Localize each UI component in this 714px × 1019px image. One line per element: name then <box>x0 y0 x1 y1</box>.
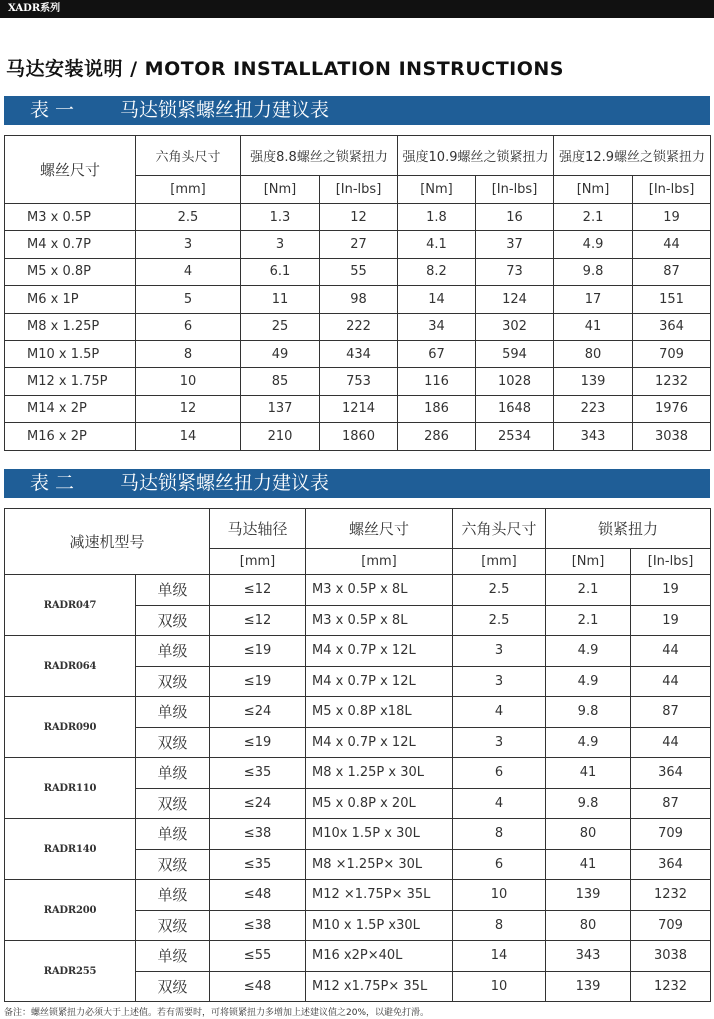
table1-header-row <box>5 136 711 176</box>
value-cell: 12 <box>136 395 241 422</box>
hex-size-cell: 3 <box>453 636 546 667</box>
stage-cell: 单级 <box>136 880 210 911</box>
value-cell: 27 <box>320 231 398 258</box>
table2-title: 马达锁紧螺丝扭力建议表 <box>120 472 330 494</box>
screw-size-cell: M5 x 0.8P x 20L <box>306 788 453 819</box>
unit-cell: [In-lbs] <box>633 176 711 204</box>
stage-cell: 单级 <box>136 941 210 972</box>
unit-cell: [mm] <box>306 549 453 575</box>
value-cell: 5 <box>136 286 241 313</box>
unit-cell: [mm] <box>210 549 306 575</box>
hex-size-cell: 3 <box>453 666 546 697</box>
shaft-dia-cell: ≤55 <box>210 941 306 972</box>
shaft-dia-cell: ≤19 <box>210 727 306 758</box>
stage-cell: 双级 <box>136 788 210 819</box>
reducer-model-cell: RADR047 <box>5 575 136 636</box>
header-grade-88: 强度8.8螺丝之锁紧扭力 <box>241 136 398 176</box>
shaft-dia-cell: ≤48 <box>210 971 306 1002</box>
screw-size-cell: M5 x 0.8P x18L <box>306 697 453 728</box>
value-cell: 210 <box>241 423 320 450</box>
value-cell: 2.1 <box>554 204 633 231</box>
value-cell: 9.8 <box>554 258 633 285</box>
header-shaft-dia: 马达轴径 <box>210 509 306 549</box>
header-torque: 锁紧扭力 <box>546 509 711 549</box>
screw-size-cell: M10 x 1.5P x30L <box>306 910 453 941</box>
footnote: 备注：螺丝锁紧扭力必须大于上述值。若有需要时，可将锁紧扭力多增加上述建议值之20%，以避免打滑。 <box>4 1008 430 1018</box>
shaft-dia-cell: ≤24 <box>210 788 306 819</box>
unit-cell: [Nm] <box>546 549 631 575</box>
screw-size-cell: M4 x 0.7P x 12L <box>306 666 453 697</box>
table-row <box>5 368 711 395</box>
hex-size-cell: 4 <box>453 788 546 819</box>
reducer-model-cell: RADR200 <box>5 880 136 941</box>
value-cell: 364 <box>633 313 711 340</box>
table2-header-row <box>5 509 711 549</box>
torque-inlbs-cell: 44 <box>631 666 711 697</box>
screw-size-cell: M16 x 2P <box>5 423 136 450</box>
value-cell: 4.1 <box>398 231 476 258</box>
value-cell: 151 <box>633 286 711 313</box>
shaft-dia-cell: ≤24 <box>210 697 306 728</box>
value-cell: 25 <box>241 313 320 340</box>
value-cell: 41 <box>554 313 633 340</box>
value-cell: 3038 <box>633 423 711 450</box>
series-header-bar <box>0 0 714 18</box>
hex-size-cell: 3 <box>453 727 546 758</box>
value-cell: 2.5 <box>136 204 241 231</box>
value-cell: 73 <box>476 258 554 285</box>
value-cell: 55 <box>320 258 398 285</box>
table2-section-bar <box>4 469 710 498</box>
value-cell: 286 <box>398 423 476 450</box>
hex-size-cell: 14 <box>453 941 546 972</box>
torque-nm-cell: 4.9 <box>546 666 631 697</box>
value-cell: 85 <box>241 368 320 395</box>
torque-nm-cell: 41 <box>546 849 631 880</box>
value-cell: 34 <box>398 313 476 340</box>
table-row <box>5 758 711 789</box>
hex-size-cell: 8 <box>453 910 546 941</box>
shaft-dia-cell: ≤48 <box>210 880 306 911</box>
value-cell: 4 <box>136 258 241 285</box>
stage-cell: 单级 <box>136 697 210 728</box>
torque-nm-cell: 2.1 <box>546 575 631 606</box>
value-cell: 37 <box>476 231 554 258</box>
table1-number: 表 一 <box>30 99 75 121</box>
torque-inlbs-cell: 44 <box>631 636 711 667</box>
stage-cell: 双级 <box>136 910 210 941</box>
header-grade-109: 强度10.9螺丝之锁紧扭力 <box>398 136 554 176</box>
screw-size-cell: M3 x 0.5P x 8L <box>306 605 453 636</box>
torque-nm-cell: 9.8 <box>546 697 631 728</box>
screw-size-cell: M8 x 1.25P x 30L <box>306 758 453 789</box>
unit-cell: [In-lbs] <box>631 549 711 575</box>
table-row <box>5 204 711 231</box>
screw-size-cell: M14 x 2P <box>5 395 136 422</box>
stage-cell: 单级 <box>136 636 210 667</box>
unit-cell: [In-lbs] <box>476 176 554 204</box>
torque-table-1 <box>4 135 711 451</box>
torque-nm-cell: 139 <box>546 971 631 1002</box>
value-cell: 4.9 <box>554 231 633 258</box>
value-cell: 1860 <box>320 423 398 450</box>
table-row <box>5 819 711 850</box>
value-cell: 80 <box>554 340 633 367</box>
screw-size-cell: M8 ×1.25P× 30L <box>306 849 453 880</box>
shaft-dia-cell: ≤35 <box>210 849 306 880</box>
hex-size-cell: 6 <box>453 849 546 880</box>
torque-inlbs-cell: 709 <box>631 819 711 850</box>
screw-size-cell: M8 x 1.25P <box>5 313 136 340</box>
header-reducer-model: 减速机型号 <box>5 509 210 575</box>
torque-nm-cell: 80 <box>546 910 631 941</box>
series-label: XADR系列 <box>8 3 61 14</box>
screw-size-cell: M3 x 0.5P <box>5 204 136 231</box>
value-cell: 16 <box>476 204 554 231</box>
value-cell: 116 <box>398 368 476 395</box>
screw-size-cell: M4 x 0.7P x 12L <box>306 727 453 758</box>
unit-cell: [Nm] <box>241 176 320 204</box>
table2-number: 表 二 <box>30 472 75 494</box>
torque-nm-cell: 2.1 <box>546 605 631 636</box>
value-cell: 14 <box>398 286 476 313</box>
value-cell: 137 <box>241 395 320 422</box>
table-row <box>5 395 711 422</box>
table1-title: 马达锁紧螺丝扭力建议表 <box>120 99 330 121</box>
value-cell: 8 <box>136 340 241 367</box>
table1-section-bar <box>4 96 710 125</box>
torque-inlbs-cell: 87 <box>631 788 711 819</box>
stage-cell: 双级 <box>136 666 210 697</box>
value-cell: 139 <box>554 368 633 395</box>
reducer-model-cell: RADR110 <box>5 758 136 819</box>
value-cell: 6 <box>136 313 241 340</box>
torque-inlbs-cell: 19 <box>631 575 711 606</box>
shaft-dia-cell: ≤12 <box>210 605 306 636</box>
unit-cell: [Nm] <box>554 176 633 204</box>
shaft-dia-cell: ≤19 <box>210 666 306 697</box>
value-cell: 6.1 <box>241 258 320 285</box>
value-cell: 98 <box>320 286 398 313</box>
value-cell: 709 <box>633 340 711 367</box>
header-hex-size: 六角头尺寸 <box>453 509 546 549</box>
screw-size-cell: M12 x 1.75P <box>5 368 136 395</box>
stage-cell: 双级 <box>136 849 210 880</box>
value-cell: 1648 <box>476 395 554 422</box>
page-title: 马达安装说明 / MOTOR INSTALLATION INSTRUCTIONS <box>6 58 564 80</box>
table-row <box>5 286 711 313</box>
table-row <box>5 880 711 911</box>
screw-size-cell: M12 x1.75P× 35L <box>306 971 453 1002</box>
torque-inlbs-cell: 1232 <box>631 971 711 1002</box>
stage-cell: 单级 <box>136 758 210 789</box>
torque-inlbs-cell: 709 <box>631 910 711 941</box>
value-cell: 67 <box>398 340 476 367</box>
value-cell: 17 <box>554 286 633 313</box>
value-cell: 14 <box>136 423 241 450</box>
screw-size-cell: M4 x 0.7P <box>5 231 136 258</box>
torque-inlbs-cell: 19 <box>631 605 711 636</box>
value-cell: 44 <box>633 231 711 258</box>
screw-size-cell: M3 x 0.5P x 8L <box>306 575 453 606</box>
hex-size-cell: 2.5 <box>453 605 546 636</box>
unit-cell: [mm] <box>136 176 241 204</box>
torque-table-2 <box>4 508 711 1002</box>
stage-cell: 单级 <box>136 575 210 606</box>
value-cell: 8.2 <box>398 258 476 285</box>
unit-cell: [In-lbs] <box>320 176 398 204</box>
screw-size-cell: M16 x2P×40L <box>306 941 453 972</box>
torque-inlbs-cell: 364 <box>631 758 711 789</box>
shaft-dia-cell: ≤35 <box>210 758 306 789</box>
header-screw-size: 螺丝尺寸 <box>306 509 453 549</box>
screw-size-cell: M10 x 1.5P <box>5 340 136 367</box>
unit-cell: [mm] <box>453 549 546 575</box>
hex-size-cell: 8 <box>453 819 546 850</box>
shaft-dia-cell: ≤38 <box>210 910 306 941</box>
torque-inlbs-cell: 3038 <box>631 941 711 972</box>
header-hex-size: 六角头尺寸 <box>136 136 241 176</box>
value-cell: 124 <box>476 286 554 313</box>
torque-inlbs-cell: 44 <box>631 727 711 758</box>
reducer-model-cell: RADR064 <box>5 636 136 697</box>
torque-nm-cell: 139 <box>546 880 631 911</box>
table-row <box>5 423 711 450</box>
screw-size-cell: M12 ×1.75P× 35L <box>306 880 453 911</box>
value-cell: 1.3 <box>241 204 320 231</box>
value-cell: 1976 <box>633 395 711 422</box>
screw-size-cell: M4 x 0.7P x 12L <box>306 636 453 667</box>
screw-size-cell: M6 x 1P <box>5 286 136 313</box>
reducer-model-cell: RADR140 <box>5 819 136 880</box>
value-cell: 186 <box>398 395 476 422</box>
table-row <box>5 231 711 258</box>
torque-nm-cell: 4.9 <box>546 636 631 667</box>
torque-nm-cell: 41 <box>546 758 631 789</box>
value-cell: 11 <box>241 286 320 313</box>
torque-inlbs-cell: 87 <box>631 697 711 728</box>
value-cell: 2534 <box>476 423 554 450</box>
torque-nm-cell: 343 <box>546 941 631 972</box>
value-cell: 222 <box>320 313 398 340</box>
table-row <box>5 941 711 972</box>
value-cell: 3 <box>136 231 241 258</box>
table-row <box>5 575 711 606</box>
unit-cell: [Nm] <box>398 176 476 204</box>
hex-size-cell: 4 <box>453 697 546 728</box>
value-cell: 594 <box>476 340 554 367</box>
shaft-dia-cell: ≤12 <box>210 575 306 606</box>
value-cell: 434 <box>320 340 398 367</box>
value-cell: 1214 <box>320 395 398 422</box>
table-row <box>5 313 711 340</box>
table-row <box>5 636 711 667</box>
shaft-dia-cell: ≤19 <box>210 636 306 667</box>
stage-cell: 双级 <box>136 605 210 636</box>
torque-inlbs-cell: 1232 <box>631 880 711 911</box>
value-cell: 1.8 <box>398 204 476 231</box>
reducer-model-cell: RADR255 <box>5 941 136 1002</box>
reducer-model-cell: RADR090 <box>5 697 136 758</box>
hex-size-cell: 6 <box>453 758 546 789</box>
stage-cell: 双级 <box>136 727 210 758</box>
torque-nm-cell: 80 <box>546 819 631 850</box>
value-cell: 302 <box>476 313 554 340</box>
stage-cell: 双级 <box>136 971 210 1002</box>
header-screw-size: 螺丝尺寸 <box>5 136 136 204</box>
value-cell: 19 <box>633 204 711 231</box>
value-cell: 1028 <box>476 368 554 395</box>
torque-nm-cell: 4.9 <box>546 727 631 758</box>
value-cell: 343 <box>554 423 633 450</box>
shaft-dia-cell: ≤38 <box>210 819 306 850</box>
hex-size-cell: 10 <box>453 880 546 911</box>
value-cell: 1232 <box>633 368 711 395</box>
header-grade-129: 强度12.9螺丝之锁紧扭力 <box>554 136 711 176</box>
value-cell: 87 <box>633 258 711 285</box>
value-cell: 12 <box>320 204 398 231</box>
value-cell: 223 <box>554 395 633 422</box>
value-cell: 753 <box>320 368 398 395</box>
table-row <box>5 697 711 728</box>
value-cell: 3 <box>241 231 320 258</box>
table-row <box>5 258 711 285</box>
value-cell: 49 <box>241 340 320 367</box>
hex-size-cell: 2.5 <box>453 575 546 606</box>
torque-nm-cell: 9.8 <box>546 788 631 819</box>
screw-size-cell: M5 x 0.8P <box>5 258 136 285</box>
hex-size-cell: 10 <box>453 971 546 1002</box>
torque-inlbs-cell: 364 <box>631 849 711 880</box>
value-cell: 10 <box>136 368 241 395</box>
stage-cell: 单级 <box>136 819 210 850</box>
table-row <box>5 340 711 367</box>
screw-size-cell: M10x 1.5P x 30L <box>306 819 453 850</box>
